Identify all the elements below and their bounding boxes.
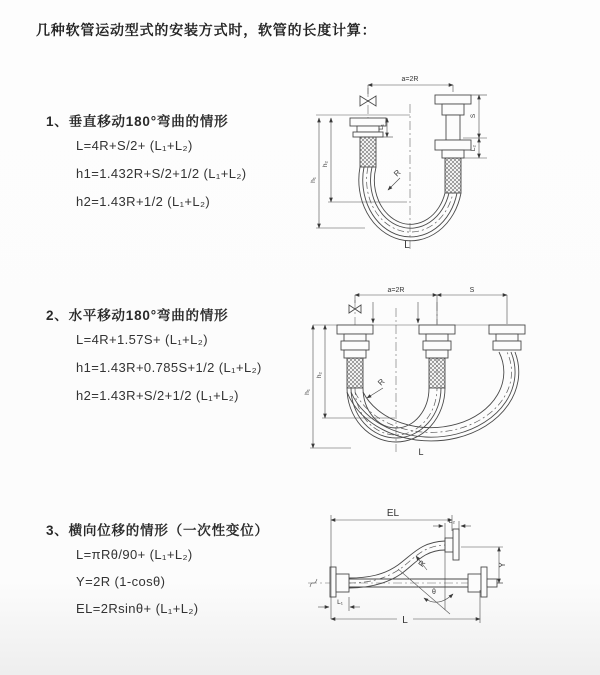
length-label: L <box>404 240 410 251</box>
section2-heading: 2、水平移动180°弯曲的情形 <box>46 308 229 323</box>
section3-formula-y: Y=2R (1-cosθ) <box>76 574 166 589</box>
dim-label-s: S <box>470 113 477 119</box>
radius-leader <box>416 556 427 570</box>
braided-hose-section <box>360 137 376 167</box>
hose-s-curve <box>349 541 445 588</box>
middle-pipe-assembly <box>419 325 455 388</box>
section1-formula-h2: h2=1.43R+1/2 (L₁+L₂) <box>76 194 211 209</box>
dim-label-a2r: a=2R <box>401 76 419 83</box>
dim-label-l1: L₁ <box>337 599 343 606</box>
braided-hose-section <box>429 358 445 388</box>
radius-leader <box>367 377 387 398</box>
dim-label-h1: h₁ <box>304 389 311 395</box>
section2-formula-h1: h1=1.43R+0.785S+1/2 (L₁+L₂) <box>76 360 262 375</box>
diagram-lateral-displacement <box>300 495 512 647</box>
elevation-marks <box>373 302 418 323</box>
section3-formula-l: L=πRθ/90+ (L₁+L₂) <box>76 547 193 562</box>
dim-label-h2: h₂ <box>322 160 329 168</box>
valve-icon <box>349 300 361 326</box>
dim-label-l2: L₂ <box>448 518 456 525</box>
dim-width <box>355 287 507 324</box>
left-pipe-assembly <box>337 325 373 388</box>
radius-label: R <box>416 558 428 569</box>
braided-hose-section <box>445 158 461 193</box>
radius-label: R <box>376 377 387 388</box>
radius-label: R <box>392 168 403 179</box>
valve-icon <box>360 96 376 106</box>
page-title: 几种软管运动型式的安装方式时，软管的长度计算： <box>36 22 377 38</box>
radius-leader <box>388 168 403 190</box>
left-flange-assembly <box>330 567 349 597</box>
dim-l <box>331 590 480 626</box>
section2-formula-l: L=4R+1.57S+ (L₁+L₂) <box>76 332 208 347</box>
dim-label-l1: L₁ <box>378 124 385 130</box>
length-label: L <box>418 447 424 457</box>
right-pipe-assembly <box>435 95 471 193</box>
dim-label-y: Y <box>498 562 507 568</box>
dim-label-h1: h₁ <box>310 177 317 183</box>
section2-formula-h2: h2=1.43R+S/2+1/2 (L₁+L₂) <box>76 388 239 403</box>
braided-hose-section <box>347 358 363 388</box>
section1-heading: 1、垂直移动180°弯曲的情形 <box>46 114 229 129</box>
section1-formula-l: L=4R+S/2+ (L₁+L₂) <box>76 138 193 153</box>
section1-formula-h1: h1=1.432R+S/2+1/2 (L₁+L₂) <box>76 166 247 181</box>
dim-label-h2: h₂ <box>316 371 323 379</box>
dim-label-a2r: a=2R <box>387 287 405 294</box>
section3-heading: 3、横向位移的情形（一次性变位） <box>46 523 269 538</box>
dim-label-l: L <box>402 615 408 626</box>
right-pipe-assembly <box>489 325 525 350</box>
dim-l1 <box>318 597 360 611</box>
angle-label: θ <box>432 589 436 596</box>
dim-label-el: EL <box>386 508 400 519</box>
top-flange-assembly <box>445 529 459 560</box>
section3-formula-el: EL=2Rsinθ+ (L₁+L₂) <box>76 601 199 616</box>
dim-width <box>368 76 453 94</box>
dim-label-l2: L₂ <box>470 144 477 152</box>
diagram-horizontal-180-bend <box>303 280 565 465</box>
dim-label-s: S <box>469 287 475 294</box>
diagram-vertical-180-bend <box>303 68 548 258</box>
right-flange-assembly <box>468 567 497 597</box>
